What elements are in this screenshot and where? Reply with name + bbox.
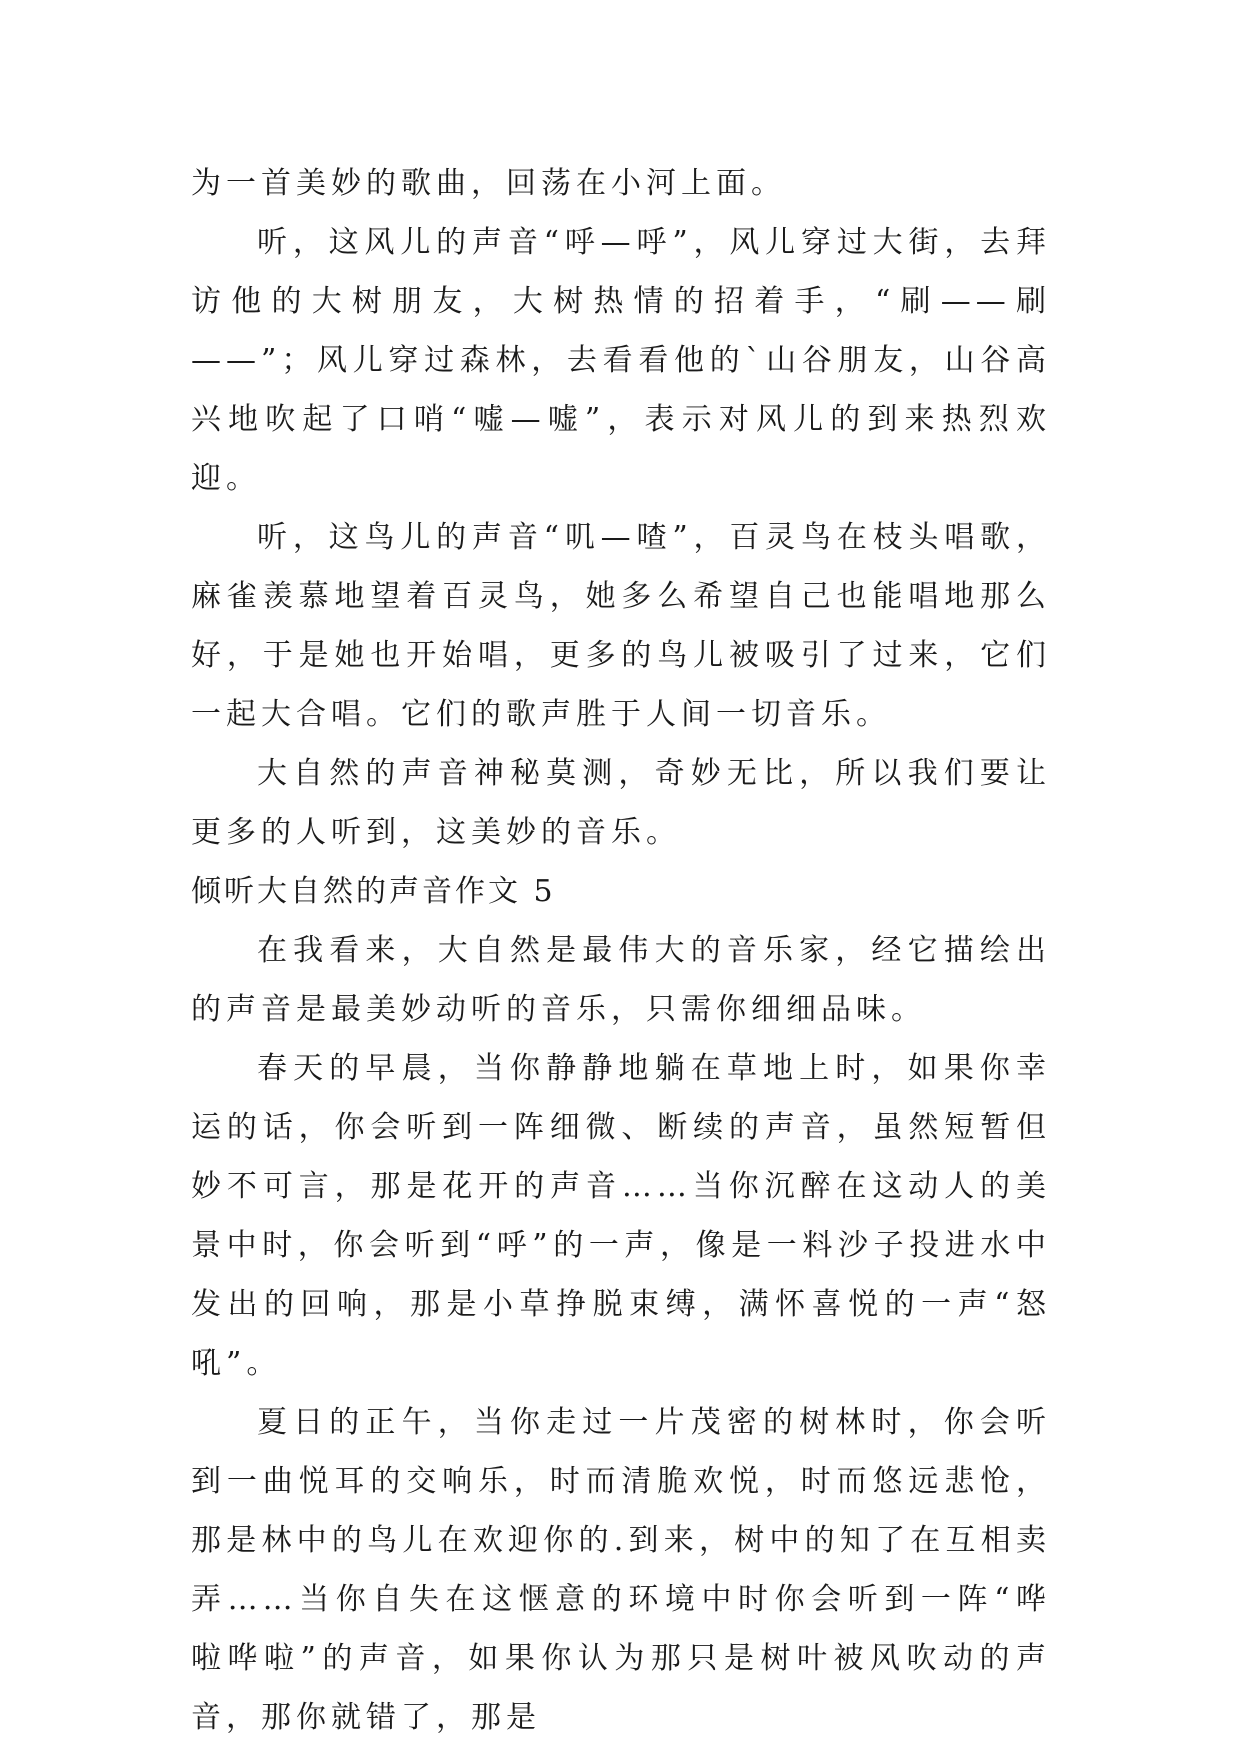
paragraph-wind-sound: 听，这风儿的声音“呼—呼”，风儿穿过大街，去拜访他的大树朋友，大树热情的招着手，“刷——刷——”；风儿穿过森林，去看看他的`山谷朋友，山谷高兴地吹起了口哨“嘘—嘘”，表示对风儿的到来热烈欢迎。	[191, 225, 1051, 496]
section-title: 倾听大自然的声音作文 5	[191, 874, 556, 909]
paragraph-conclusion: 大自然的声音神秘莫测，奇妙无比，所以我们要让更多的人听到，这美妙的音乐。	[191, 756, 1051, 850]
paragraph-bird-sound: 听，这鸟儿的声音“叽—喳”，百灵鸟在枝头唱歌，麻雀羡慕地望着百灵鸟，她多么希望自己也能唱地那么好，于是她也开始唱，更多的鸟儿被吸引了过来，它们一起大合唱。它们的歌声胜于人间一切音乐。	[191, 520, 1051, 732]
paragraph-spring-morning: 春天的早晨，当你静静地躺在草地上时，如果你幸运的话，你会听到一阵细微、断续的声音，虽然短暂但妙不可言，那是花开的声音……当你沉醉在这动人的美景中时，你会听到“呼”的一声，像是一料沙子投进水中发出的回响，那是小草挣脱束缚，满怀喜悦的一声“怒吼”。	[191, 1051, 1051, 1381]
document-body	[191, 154, 1051, 1747]
paragraph-intro: 在我看来，大自然是最伟大的音乐家，经它描绘出的声音是最美妙动听的音乐，只需你细细品味。	[191, 933, 1051, 1027]
paragraph-summer-noon: 夏日的正午，当你走过一片茂密的树林时，你会听到一曲悦耳的交响乐，时而清脆欢悦，时而悠远悲怆，那是林中的鸟儿在欢迎你的.到来，树中的知了在互相卖弄……当你自失在这惬意的环境中时你会听到一阵“哗啦哗啦”的声音，如果你认为那只是树叶被风吹动的声音，那你就错了，那是	[191, 1405, 1051, 1735]
paragraph-continuation: 为一首美妙的歌曲，回荡在小河上面。	[191, 166, 786, 201]
